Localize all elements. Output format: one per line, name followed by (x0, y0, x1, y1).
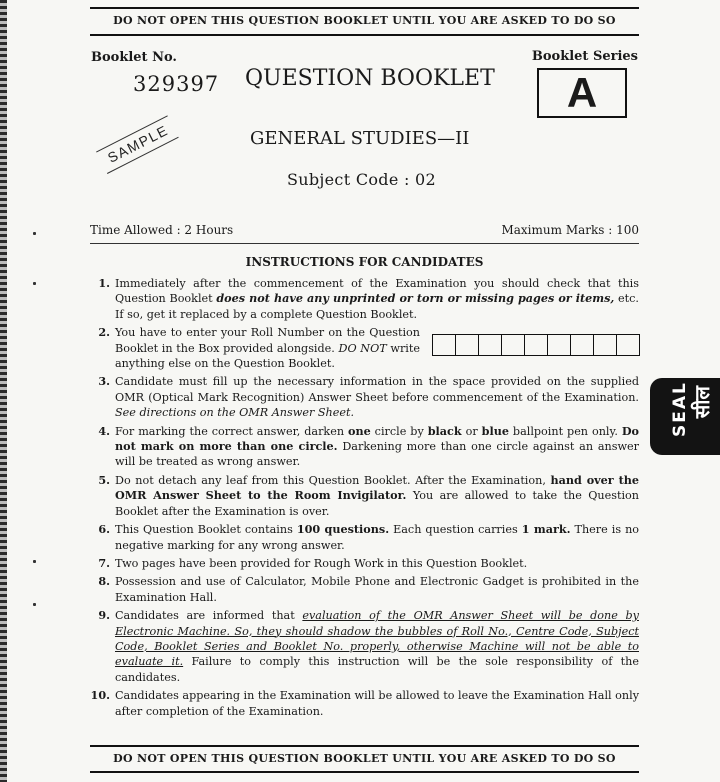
item-emphasis: does not have any unprinted or torn or missing pages or items, (216, 291, 615, 306)
item-number: 4. (98, 423, 110, 438)
item-emphasis: See directions on the OMR Answer Sheet. (115, 406, 355, 420)
item-text: write anything else on the Question Booklet. (115, 341, 420, 371)
item-emphasis: Do not mark on more than one circle. (115, 423, 640, 454)
instruction-item (90, 688, 639, 719)
divider (90, 243, 639, 244)
margin-mark (33, 603, 36, 606)
seal-tab (650, 378, 720, 455)
subject-title: GENERAL STUDIES—II (250, 128, 470, 149)
instruction-item (90, 608, 639, 685)
item-body (115, 608, 639, 685)
instructions-heading: INSTRUCTIONS FOR CANDIDATES (245, 255, 484, 269)
roll-number-cell[interactable] (479, 335, 502, 355)
roll-number-cell[interactable] (433, 335, 456, 355)
booklet-series-label: Booklet Series (531, 49, 638, 64)
item-text: Candidate must fill up the necessary information in the space provided on the supplied OMR (Optical Mark Recognition) Answer Sheet before commencement of the Examination. (115, 375, 639, 404)
item-body (115, 374, 639, 420)
item-text: For marking the correct answer, darken (115, 424, 348, 438)
roll-number-cell[interactable] (617, 335, 639, 355)
roll-number-cell[interactable] (594, 335, 617, 355)
sample-stamp (92, 109, 185, 191)
instruction-item (90, 556, 639, 571)
instruction-item (90, 276, 639, 322)
item-text: Two pages have been provided for Rough Work in this Question Booklet. (115, 556, 528, 570)
item-body (115, 688, 639, 719)
item-body (115, 473, 639, 519)
top-rule (90, 34, 639, 36)
item-emphasis: one (348, 423, 371, 438)
time-allowed: Time Allowed : 2 Hours (90, 223, 234, 237)
item-body (115, 574, 639, 605)
item-number: 8. (98, 574, 110, 589)
roll-number-cell[interactable] (571, 335, 594, 355)
item-text: etc. If so, get it replaced by a complete Question Booklet. (115, 292, 639, 321)
item-text: You are allowed to take the Question Booklet after the Examination is over. (115, 489, 639, 518)
item-text: Possession and use of Calculator, Mobile Phone and Electronic Gadget is prohibited in the Examination Hall. (115, 575, 639, 604)
margin-mark (33, 560, 36, 563)
roll-number-cell[interactable] (502, 335, 525, 355)
booklet-series-letter: A (566, 69, 598, 116)
item-emphasis: 1 mark. (521, 522, 571, 537)
item-emphasis: 100 questions. (296, 522, 390, 537)
roll-number-box[interactable] (432, 334, 640, 356)
item-text: or (461, 424, 482, 438)
instruction-item (90, 374, 639, 420)
item-text: There is no negative marking for any wrong answer. (115, 523, 640, 552)
item-emphasis: hand over the OMR Answer Sheet to the Room Invigilator. (115, 472, 639, 503)
item-emphasis: DO NOT (338, 341, 387, 355)
margin-mark (33, 282, 36, 285)
roll-number-cell[interactable] (525, 335, 548, 355)
item-text: Candidates are informed that (115, 609, 303, 623)
item-text: Do not detach any leaf from this Question Booklet. After the Examination, (115, 473, 551, 487)
item-body (115, 424, 639, 470)
item-body (115, 276, 639, 322)
booklet-no: 329397 (133, 72, 220, 96)
item-number: 2. (98, 325, 110, 340)
item-text: Each question carries (389, 523, 522, 537)
bottom-rule (90, 771, 639, 773)
binding-edge (0, 0, 7, 782)
instruction-item (90, 424, 639, 470)
seal-label-english: SEAL (670, 381, 690, 437)
item-text: Failure to comply this instruction will be the sole responsibility of the candidates. (115, 655, 639, 684)
instruction-item (90, 473, 639, 519)
instruction-item (90, 522, 639, 553)
subject-code: Subject Code : 02 (287, 170, 437, 189)
maximum-marks: Maximum Marks : 100 (501, 223, 639, 237)
top-warning-banner: DO NOT OPEN THIS QUESTION BOOKLET UNTIL YOU ARE ASKED TO DO SO (113, 14, 616, 27)
item-number: 1. (98, 276, 110, 290)
seal-label-hindi: सील (690, 386, 714, 419)
instructions-list (90, 276, 639, 722)
item-number: 7. (98, 555, 110, 570)
item-number: 5. (98, 472, 110, 487)
item-text: Darkening more than one circle against an answer will be treated as wrong answer. (115, 440, 639, 469)
bottom-warning-banner: DO NOT OPEN THIS QUESTION BOOKLET UNTIL YOU ARE ASKED TO DO SO (113, 752, 616, 765)
instruction-item (90, 325, 639, 371)
margin-mark (33, 232, 36, 235)
page-title: QUESTION BOOKLET (245, 66, 495, 91)
item-body (115, 556, 639, 571)
stamp-text: SAMPLE (105, 121, 171, 166)
roll-number-cell[interactable] (456, 335, 479, 355)
item-number: 10. (90, 688, 110, 703)
booklet-series-box (537, 68, 627, 118)
item-text: Candidates appearing in the Examination will be allowed to leave the Examination Hall only after completion of the Examination. (115, 689, 640, 718)
item-number: 9. (98, 608, 110, 623)
item-text: Immediately after the commencement of the Examination you should check that this Question Booklet (115, 277, 639, 306)
item-text: circle by (370, 424, 428, 438)
item-emphasis: evaluation of the OMR Answer Sheet will be done by Electronic Machine. So, they should shadow the bubbles of Roll No., Centre Code, Subject Code, Booklet Series and Booklet No. properly, otherwise Machine will not be able to evaluate it. (115, 609, 639, 669)
item-text: You have to enter your Roll Number on the Question Booklet in the Box provided alongside. (115, 326, 420, 355)
item-emphasis: black (427, 423, 462, 438)
item-text: This Question Booklet contains (115, 523, 297, 537)
booklet-no-label: Booklet No. (91, 50, 177, 65)
bottom-rule (90, 745, 639, 747)
item-number: 6. (98, 522, 110, 537)
item-emphasis: blue (481, 423, 509, 438)
item-text: ballpoint pen only. (508, 424, 622, 438)
item-number: 3. (98, 374, 110, 389)
item-body (115, 522, 639, 553)
roll-number-cell[interactable] (548, 335, 571, 355)
top-rule (90, 7, 639, 9)
instruction-item (90, 574, 639, 605)
item-body (115, 325, 420, 371)
